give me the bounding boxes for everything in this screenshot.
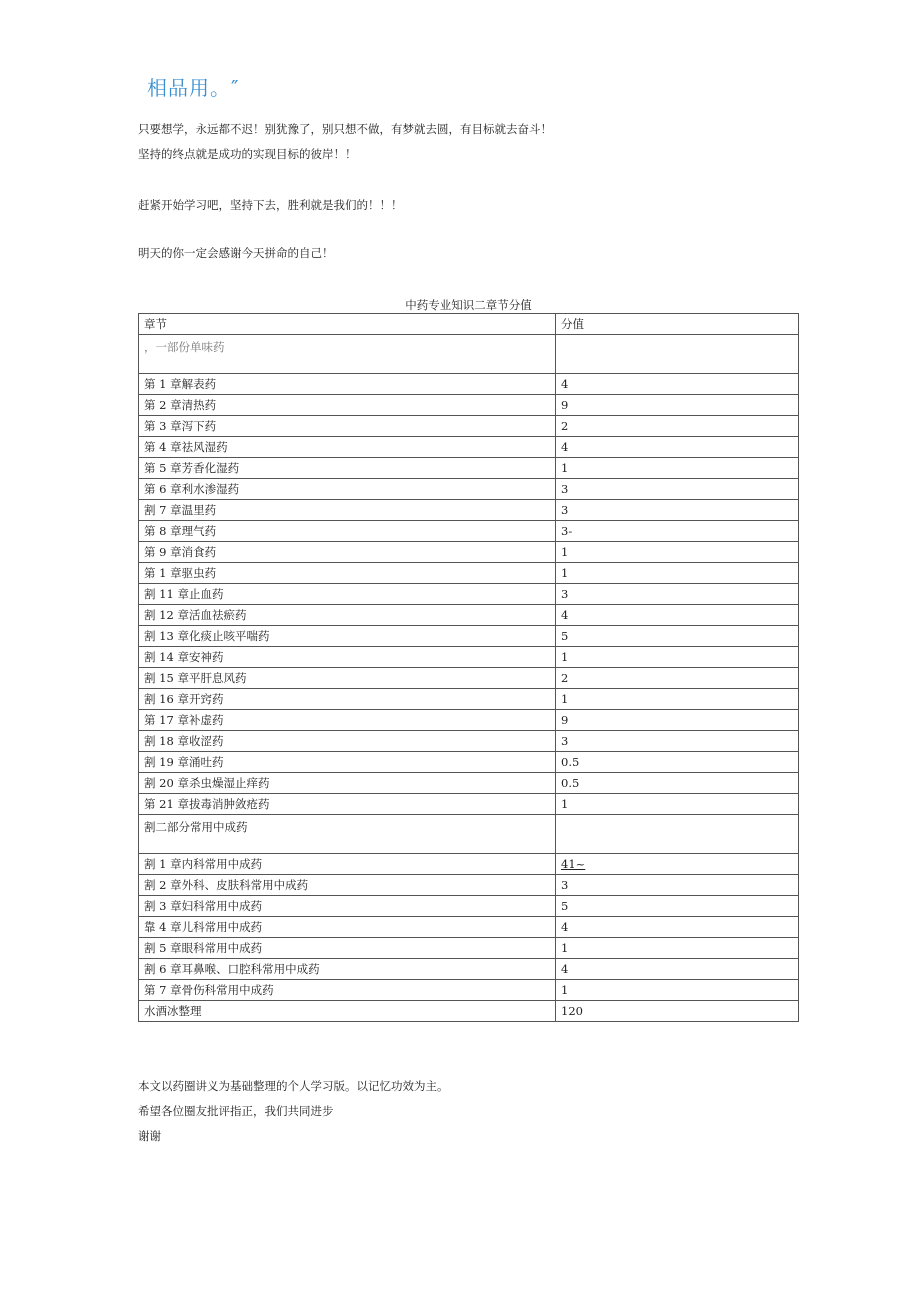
chapter-cell: 割 12 章活血祛瘀药 — [139, 605, 556, 626]
score-cell: 4 — [556, 959, 799, 980]
table-row — [139, 752, 799, 773]
chapter-cell: 第 8 章理气药 — [139, 521, 556, 542]
chapter-cell: 第 9 章消食药 — [139, 542, 556, 563]
intro-line: 只要想学，永远都不迟！别犹豫了，别只想不做，有梦就去圆，有目标就去奋斗！ — [138, 122, 552, 136]
table-row — [139, 605, 799, 626]
score-cell: 1 — [556, 647, 799, 668]
table-row — [139, 437, 799, 458]
chapter-cell: 第 3 章泻下药 — [139, 416, 556, 437]
table-row — [139, 647, 799, 668]
chapter-cell: 割 19 章涌吐药 — [139, 752, 556, 773]
table-title: 中药专业知识二章节分值 — [405, 298, 532, 312]
chapter-cell: ，一部份单味药 — [139, 335, 556, 374]
score-cell: 5 — [556, 626, 799, 647]
table-row — [139, 416, 799, 437]
table-row — [139, 938, 799, 959]
score-cell: 9 — [556, 710, 799, 731]
score-cell: 1 — [556, 980, 799, 1001]
score-cell: 3 — [556, 479, 799, 500]
table-row — [139, 917, 799, 938]
table-row — [139, 458, 799, 479]
score-cell: 3 — [556, 500, 799, 521]
chapter-cell: 割 6 章耳鼻喉、口腔科常用中成药 — [139, 959, 556, 980]
table-row — [139, 875, 799, 896]
chapter-cell: 割 7 章温里药 — [139, 500, 556, 521]
score-cell: 3 — [556, 731, 799, 752]
score-cell — [556, 335, 799, 374]
chapter-cell: 第 7 章骨伤科常用中成药 — [139, 980, 556, 1001]
table-row — [139, 542, 799, 563]
chapter-cell: 第 1 章解表药 — [139, 374, 556, 395]
chapter-cell: 靠 4 章儿科常用中成药 — [139, 917, 556, 938]
chapter-cell: 割 3 章妇科常用中成药 — [139, 896, 556, 917]
intro-line: 赶紧开始学习吧，坚持下去，胜利就是我们的！！！ — [138, 198, 403, 212]
outro-line: 希望各位圈友批评指正，我们共同进步 — [138, 1104, 334, 1118]
intro-line: 明天的你一定会感谢今天拼命的自己！ — [138, 246, 334, 260]
page-heading: 相品用。″ — [147, 76, 240, 100]
table-row — [139, 959, 799, 980]
score-cell: 4 — [556, 374, 799, 395]
chapter-cell: 割 16 章开窍药 — [139, 689, 556, 710]
outro-line: 本文以药圈讲义为基础整理的个人学习版。以记忆功效为主。 — [138, 1079, 449, 1093]
chapter-cell: 割 13 章化痰止咳平喘药 — [139, 626, 556, 647]
chapter-cell: 割 5 章眼科常用中成药 — [139, 938, 556, 959]
score-cell: 1 — [556, 458, 799, 479]
chapter-cell: 割 15 章平肝息风药 — [139, 668, 556, 689]
score-cell: 1 — [556, 689, 799, 710]
chapter-cell: 割 18 章收涩药 — [139, 731, 556, 752]
header-score: 分值 — [556, 314, 799, 335]
table-row — [139, 773, 799, 794]
table-row — [139, 563, 799, 584]
chapter-cell: 割 14 章安神药 — [139, 647, 556, 668]
chapter-cell: 第 6 章利水渗湿药 — [139, 479, 556, 500]
table-row — [139, 1001, 799, 1022]
score-cell: 5 — [556, 896, 799, 917]
header-chapter: 章节 — [139, 314, 556, 335]
chapter-cell: 第 17 章补虚药 — [139, 710, 556, 731]
chapter-cell: 第 5 章芳香化湿药 — [139, 458, 556, 479]
chapter-cell: 第 2 章清热药 — [139, 395, 556, 416]
score-cell: 1 — [556, 938, 799, 959]
table-row — [139, 980, 799, 1001]
table-row — [139, 668, 799, 689]
chapter-cell: 割二部分常用中成药 — [139, 815, 556, 854]
chapter-cell: 第 1 章驱虫药 — [139, 563, 556, 584]
table-row — [139, 710, 799, 731]
chapter-cell: 割 11 章止血药 — [139, 584, 556, 605]
score-cell: 0.5 — [556, 752, 799, 773]
score-cell — [556, 815, 799, 854]
chapter-cell: 割 20 章杀虫燥湿止痒药 — [139, 773, 556, 794]
score-cell: 120 — [556, 1001, 799, 1022]
intro-line: 坚持的终点就是成功的实现目标的彼岸！！ — [138, 147, 357, 161]
score-cell: 1 — [556, 794, 799, 815]
score-cell: 1 — [556, 563, 799, 584]
score-cell: 3 — [556, 875, 799, 896]
table-row — [139, 500, 799, 521]
chapter-score-table — [138, 313, 799, 1022]
score-cell: 3- — [556, 521, 799, 542]
table-row — [139, 794, 799, 815]
chapter-cell: 水酒冰整理 — [139, 1001, 556, 1022]
table-row — [139, 479, 799, 500]
table-row — [139, 374, 799, 395]
score-cell: 1 — [556, 542, 799, 563]
outro-line: 谢谢 — [138, 1129, 161, 1143]
table-header-row — [139, 314, 799, 335]
score-cell: 0.5 — [556, 773, 799, 794]
table-row — [139, 395, 799, 416]
score-cell: 2 — [556, 416, 799, 437]
table-row — [139, 521, 799, 542]
table-row — [139, 584, 799, 605]
table-row — [139, 731, 799, 752]
table-row — [139, 815, 799, 854]
table-row — [139, 335, 799, 374]
table-row — [139, 854, 799, 875]
chapter-cell: 割 2 章外科、皮肤科常用中成药 — [139, 875, 556, 896]
table-row — [139, 896, 799, 917]
score-cell: 2 — [556, 668, 799, 689]
table-row — [139, 626, 799, 647]
chapter-cell: 第 21 章拔毒消肿敛疮药 — [139, 794, 556, 815]
score-cell: 3 — [556, 584, 799, 605]
table-row — [139, 689, 799, 710]
chapter-cell: 割 1 章内科常用中成药 — [139, 854, 556, 875]
score-cell: 41~ — [556, 854, 799, 875]
score-cell: 4 — [556, 917, 799, 938]
score-cell: 4 — [556, 605, 799, 626]
score-cell: 4 — [556, 437, 799, 458]
score-cell: 9 — [556, 395, 799, 416]
chapter-cell: 第 4 章祛风湿药 — [139, 437, 556, 458]
